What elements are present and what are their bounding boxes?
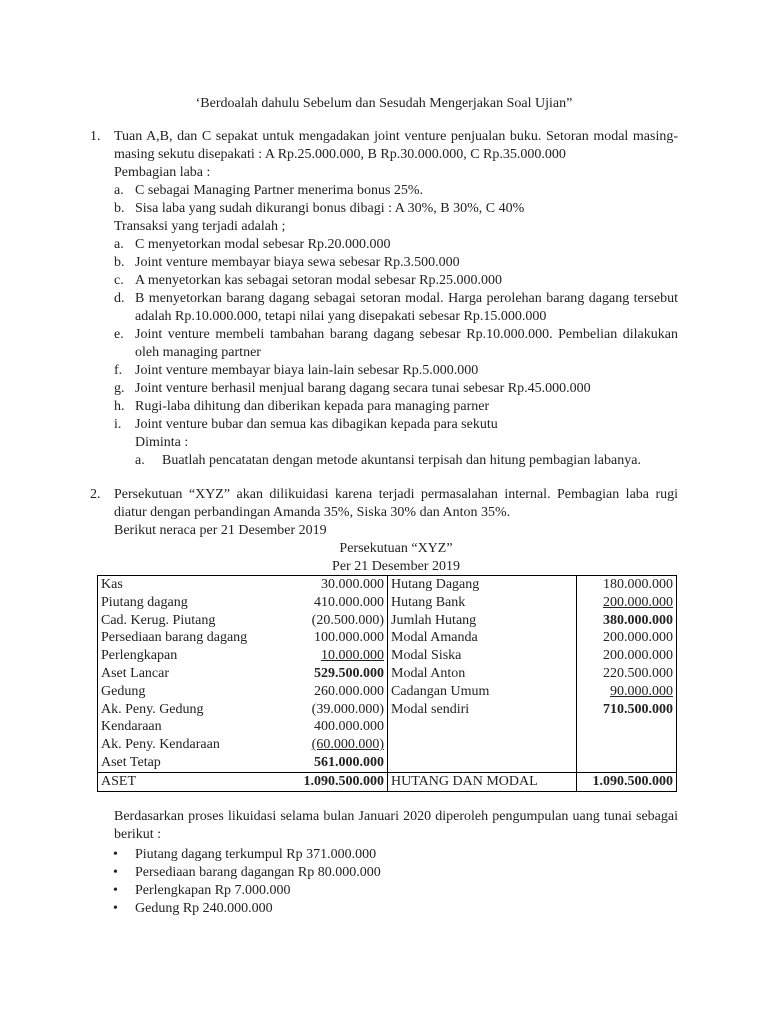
list-item: d. B menyetorkan barang dagang sebagai setoran modal. Harga perolehan barang dagang tersebut adalah Rp.10.000.000, tetapi nilai yang disepakati sebesar Rp.15.000.000 <box>114 291 678 324</box>
question-2-intro: Persekutuan “XYZ” akan dilikuidasi karena terjadi permasalahan internal. Pembagian laba rugi diatur dengan perbandingan Amanda 35%, Siska 30% dan Anton 35%. <box>114 487 678 520</box>
diminta-label: Diminta : <box>135 435 189 450</box>
table-row: Ak. Peny. Gedung (39.000.000) Modal sendiri 710.500.000 <box>98 701 677 719</box>
liquidation-text: Berdasarkan proses likuidasi selama bulan Januari 2020 diperoleh pengumpulan uang tunai sebagai berikut : <box>114 809 678 842</box>
table-row: Gedung 260.000.000 Cadangan Umum 90.000.000 <box>98 683 677 701</box>
transaction-heading: Transaksi yang terjadi adalah ; <box>114 219 286 234</box>
list-item: a. C menyetorkan modal sebesar Rp.20.000.000 <box>114 237 391 252</box>
task-item: a. Buatlah pencatatan dengan metode akuntansi terpisah dan hitung pembagian labanya. <box>135 453 641 468</box>
list-item: e. Joint venture membeli tambahan barang dagang sebesar Rp.10.000.000. Pembelian dilakukan oleh managing partner <box>114 327 678 360</box>
table-row: Piutang dagang 410.000.000 Hutang Bank 200.000.000 <box>98 594 677 612</box>
table-row: Ak. Peny. Kendaraan (60.000.000) <box>98 736 677 754</box>
profit-heading: Pembagian laba : <box>114 165 211 180</box>
list-item: • Perlengkapan Rp 7.000.000 <box>113 883 291 898</box>
table-row: Kendaraan 400.000.000 <box>98 718 677 736</box>
question-1 <box>90 128 678 470</box>
list-item: h. Rugi-laba dihitung dan diberikan kepada para managing parner <box>114 399 490 414</box>
table-row: Kas 30.000.000 Hutang Dagang 180.000.000 <box>98 576 677 594</box>
list-item: b. Sisa laba yang sudah dikurangi bonus dibagi : A 30%, B 30%, C 40% <box>114 201 525 216</box>
list-item: g. Joint venture berhasil menjual barang dagang secara tunai sebesar Rp.45.000.000 <box>114 381 591 396</box>
liquidation-list <box>113 846 381 918</box>
table-row: Cad. Kerug. Piutang (20.500.000) Jumlah Hutang 380.000.000 <box>98 612 677 630</box>
question-2 <box>90 486 678 576</box>
question-1-intro: Tuan A,B, dan C sepakat untuk mengadakan joint venture penjualan buku. Setoran modal masing-masing sekutu disepakati : A Rp.25.000.000, B Rp.30.000.000, C Rp.35.000.000 <box>114 129 678 162</box>
list-item: • Persediaan barang dagangan Rp 80.000.000 <box>113 865 381 880</box>
table-row: Persediaan barang dagang 100.000.000 Modal Amanda 200.000.000 <box>98 629 677 647</box>
list-item: f. Joint venture membayar biaya lain-lain sebesar Rp.5.000.000 <box>114 363 479 378</box>
list-item: • Piutang dagang terkumpul Rp 371.000.000 <box>113 847 377 862</box>
list-item: i. Joint venture bubar dan semua kas dibagikan kepada para sekutu <box>114 417 498 432</box>
list-item: c. A menyetorkan kas sebagai setoran modal sebesar Rp.25.000.000 <box>114 273 503 288</box>
table-row: Perlengkapan 10.000.000 Modal Siska 200.000.000 <box>98 647 677 665</box>
table-title: Persekutuan “XYZ” <box>339 541 453 556</box>
list-item: • Gedung Rp 240.000.000 <box>113 901 273 916</box>
list-item: b. Joint venture membayar biaya sewa sebesar Rp.3.500.000 <box>114 255 460 270</box>
neraca-line: Berikut neraca per 21 Desember 2019 <box>114 523 327 538</box>
table-total-row: ASET 1.090.500.000 HUTANG DAN MODAL 1.090.500.000 <box>98 772 677 791</box>
page-title: ‘Berdoalah dahulu Sebelum dan Sesudah Mengerjakan Soal Ujian” <box>195 96 573 111</box>
balance-sheet-table <box>97 575 677 792</box>
table-row: Aset Tetap 561.000.000 <box>98 754 677 772</box>
table-date: Per 21 Desember 2019 <box>332 559 460 574</box>
list-item: a. C sebagai Managing Partner menerima bonus 25%. <box>114 183 424 198</box>
table-row: Aset Lancar 529.500.000 Modal Anton 220.500.000 <box>98 665 677 683</box>
question-number: 1. <box>90 129 101 144</box>
question-number: 2. <box>90 487 101 502</box>
